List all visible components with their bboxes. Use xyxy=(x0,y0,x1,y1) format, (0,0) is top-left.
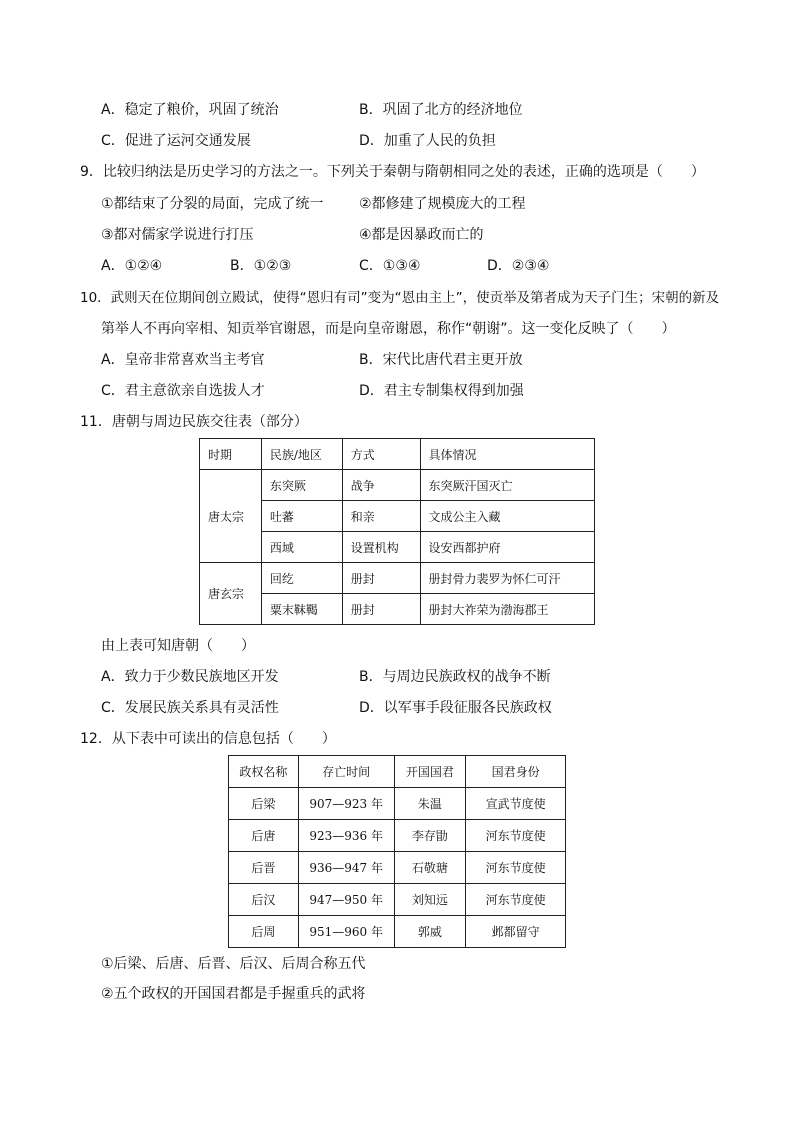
q9-statement-1: ①都结束了分裂的局面，完成了统一 xyxy=(101,196,324,212)
table-row xyxy=(229,916,566,948)
table-cell: 朱温 xyxy=(394,788,466,820)
q9-option-b: B．①②③ xyxy=(230,258,292,274)
table-cell: 951—960 年 xyxy=(298,916,394,948)
table-header-row xyxy=(229,756,566,788)
table-cell: 刘知远 xyxy=(394,884,466,916)
q8-option-b: B．巩固了北方的经济地位 xyxy=(359,102,523,118)
table-cell: 923—936 年 xyxy=(298,820,394,852)
q12-stem: 12．从下表中可读出的信息包括（ ） xyxy=(80,731,336,747)
q12-statement-1: ①后梁、后唐、后晋、后汉、后周合称五代 xyxy=(101,956,366,972)
table-cell: 设置机构 xyxy=(342,532,420,563)
q10-option-a: A．皇帝非常喜欢当主考官 xyxy=(101,352,265,368)
q9-statement-4: ④都是因暴政而亡的 xyxy=(359,227,484,243)
q11-stem: 11．唐朝与周边民族交往表（部分） xyxy=(80,414,308,430)
table-cell: 战争 xyxy=(342,470,420,501)
q8-option-d: D．加重了人民的负担 xyxy=(359,133,496,149)
table-cell: 吐蕃 xyxy=(261,501,342,532)
table-row xyxy=(229,852,566,884)
header-cell: 政权名称 xyxy=(229,756,299,788)
table-cell: 后汉 xyxy=(229,884,299,916)
table-row xyxy=(229,884,566,916)
period-cell: 唐太宗 xyxy=(200,470,262,563)
tang-relations-table xyxy=(199,438,595,625)
q11-option-a: A．致力于少数民族地区开发 xyxy=(101,669,279,685)
table-cell: 907—923 年 xyxy=(298,788,394,820)
table-cell: 郭威 xyxy=(394,916,466,948)
table-cell: 石敬瑭 xyxy=(394,852,466,884)
table-cell: 后唐 xyxy=(229,820,299,852)
table-cell: 西域 xyxy=(261,532,342,563)
table-cell: 936—947 年 xyxy=(298,852,394,884)
table-cell: 册封大祚荣为渤海郡王 xyxy=(420,594,595,625)
table-row xyxy=(229,820,566,852)
table-cell: 宣武节度使 xyxy=(466,788,566,820)
table-row xyxy=(200,563,595,594)
table-cell: 东突厥汗国灭亡 xyxy=(420,470,595,501)
header-cell: 时期 xyxy=(200,439,262,470)
table-cell: 邺都留守 xyxy=(466,916,566,948)
table-cell: 后梁 xyxy=(229,788,299,820)
table-row xyxy=(229,788,566,820)
table-cell: 册封 xyxy=(342,563,420,594)
table-cell: 李存勖 xyxy=(394,820,466,852)
q10-stem-line2: 第举人不再向宰相、知贡举官谢恩，而是向皇帝谢恩，称作“朝谢”。这一变化反映了（ ） xyxy=(101,321,676,337)
q9-option-d: D．②③④ xyxy=(487,258,550,274)
five-dynasties-table xyxy=(228,755,566,948)
header-cell: 方式 xyxy=(342,439,420,470)
q9-option-c: C．①③④ xyxy=(359,258,421,274)
q10-option-b: B．宋代比唐代君主更开放 xyxy=(359,352,523,368)
table-cell: 设安西都护府 xyxy=(420,532,595,563)
table-cell: 河东节度使 xyxy=(466,884,566,916)
table-cell: 河东节度使 xyxy=(466,820,566,852)
table-cell: 册封 xyxy=(342,594,420,625)
table-cell: 文成公主入藏 xyxy=(420,501,595,532)
q9-stem: 9．比较归纳法是历史学习的方法之一。下列关于秦朝与隋朝相同之处的表述，正确的选项是（ ） xyxy=(80,164,705,180)
table-cell: 后周 xyxy=(229,916,299,948)
table-cell: 后晋 xyxy=(229,852,299,884)
q10-stem-line1: 10．武则天在位期间创立殿试，使得“恩归有司”变为“恩由主上”，使贡举及第者成为天子门生；宋朝的新及 xyxy=(80,290,720,306)
table-cell: 和亲 xyxy=(342,501,420,532)
table-cell: 粟末靺鞨 xyxy=(261,594,342,625)
header-cell: 具体情况 xyxy=(420,439,595,470)
q12-statement-2: ②五个政权的开国国君都是手握重兵的武将 xyxy=(101,986,366,1002)
q9-statement-2: ②都修建了规模庞大的工程 xyxy=(359,196,526,212)
table-cell: 河东节度使 xyxy=(466,852,566,884)
table-cell: 册封骨力裴罗为怀仁可汗 xyxy=(420,563,595,594)
q10-option-d: D．君主专制集权得到加强 xyxy=(359,383,524,399)
table-header-row xyxy=(200,439,595,470)
table-cell: 947—950 年 xyxy=(298,884,394,916)
q11-option-c: C．发展民族关系具有灵活性 xyxy=(101,700,279,716)
q11-followup: 由上表可知唐朝（ ） xyxy=(101,638,255,654)
period-cell: 唐玄宗 xyxy=(200,563,262,625)
header-cell: 民族/地区 xyxy=(261,439,342,470)
header-cell: 开国国君 xyxy=(394,756,466,788)
table-cell: 回纥 xyxy=(261,563,342,594)
header-cell: 国君身份 xyxy=(466,756,566,788)
table-row xyxy=(200,470,595,501)
q8-option-a: A．稳定了粮价，巩固了统治 xyxy=(101,102,279,118)
header-cell: 存亡时间 xyxy=(298,756,394,788)
q9-option-a: A．①②④ xyxy=(101,258,163,274)
q10-option-c: C．君主意欲亲自选拔人才 xyxy=(101,383,265,399)
q8-option-c: C．促进了运河交通发展 xyxy=(101,133,251,149)
q9-statement-3: ③都对儒家学说进行打压 xyxy=(101,227,254,243)
q11-option-b: B．与周边民族政权的战争不断 xyxy=(359,669,551,685)
table-cell: 东突厥 xyxy=(261,470,342,501)
q11-option-d: D．以军事手段征服各民族政权 xyxy=(359,700,552,716)
